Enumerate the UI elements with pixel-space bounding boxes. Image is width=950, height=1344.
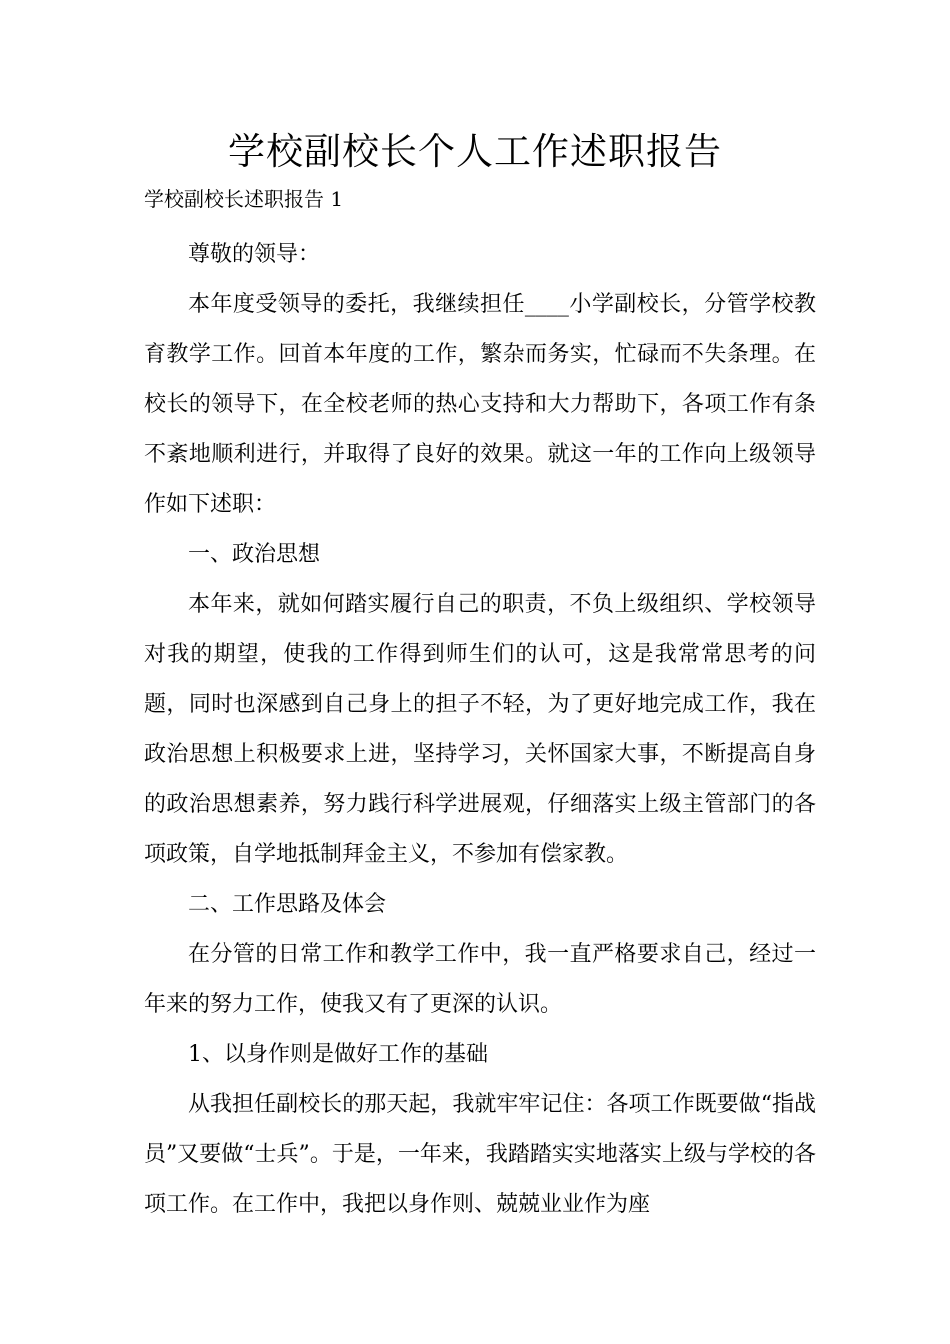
work-ideas-paragraph: 在分管的日常工作和教学工作中，我一直严格要求自己，经过一年来的努力工作，使我又有了更深的认识。 <box>144 942 816 1017</box>
section-heading-political: 一、政治思想 <box>188 542 321 567</box>
document-subtitle: 学校副校长述职报告 1 <box>144 187 344 211</box>
section-heading-work-ideas: 二、工作思路及体会 <box>188 892 387 917</box>
political-paragraph: 本年来，就如何踏实履行自己的职责，不负上级组织、学校领导对我的期望，使我的工作得到师生们的认可，这是我常常思考的问题，同时也深感到自己身上的担子不轻，为了更好地完成工作，我在政治思想上积极要求上进，坚持学习，关怀国家大事，不断提高自身的政治思想素养，努力践行科学进展观，仔细落实上级主管部门的各项政策，自学地抵制拜金主义，不参加有偿家教。 <box>144 592 816 867</box>
lead-by-example-paragraph: 从我担任副校长的那天起，我就牢牢记住：各项工作既要做“指战员”又要做“士兵”。于是，一年来，我踏踏实实地落实上级与学校的各项工作。在工作中，我把以身作则、兢兢业业作为座 <box>144 1092 816 1217</box>
document-title: 学校副校长个人工作述职报告 <box>228 130 722 173</box>
intro-paragraph: 本年度受领导的委托，我继续担任____小学副校长，分管学校教育教学工作。回首本年度的工作，繁杂而务实，忙碌而不失条理。在校长的领导下，在全校老师的热心支持和大力帮助下，各项工作有条不紊地顺利进行，并取得了良好的效果。就这一年的工作向上级领导作如下述职： <box>144 292 816 517</box>
document-body <box>144 230 816 1230</box>
subsection-heading-lead-by-example: 1、以身作则是做好工作的基础 <box>188 1042 488 1067</box>
salutation: 尊敬的领导： <box>188 242 321 267</box>
